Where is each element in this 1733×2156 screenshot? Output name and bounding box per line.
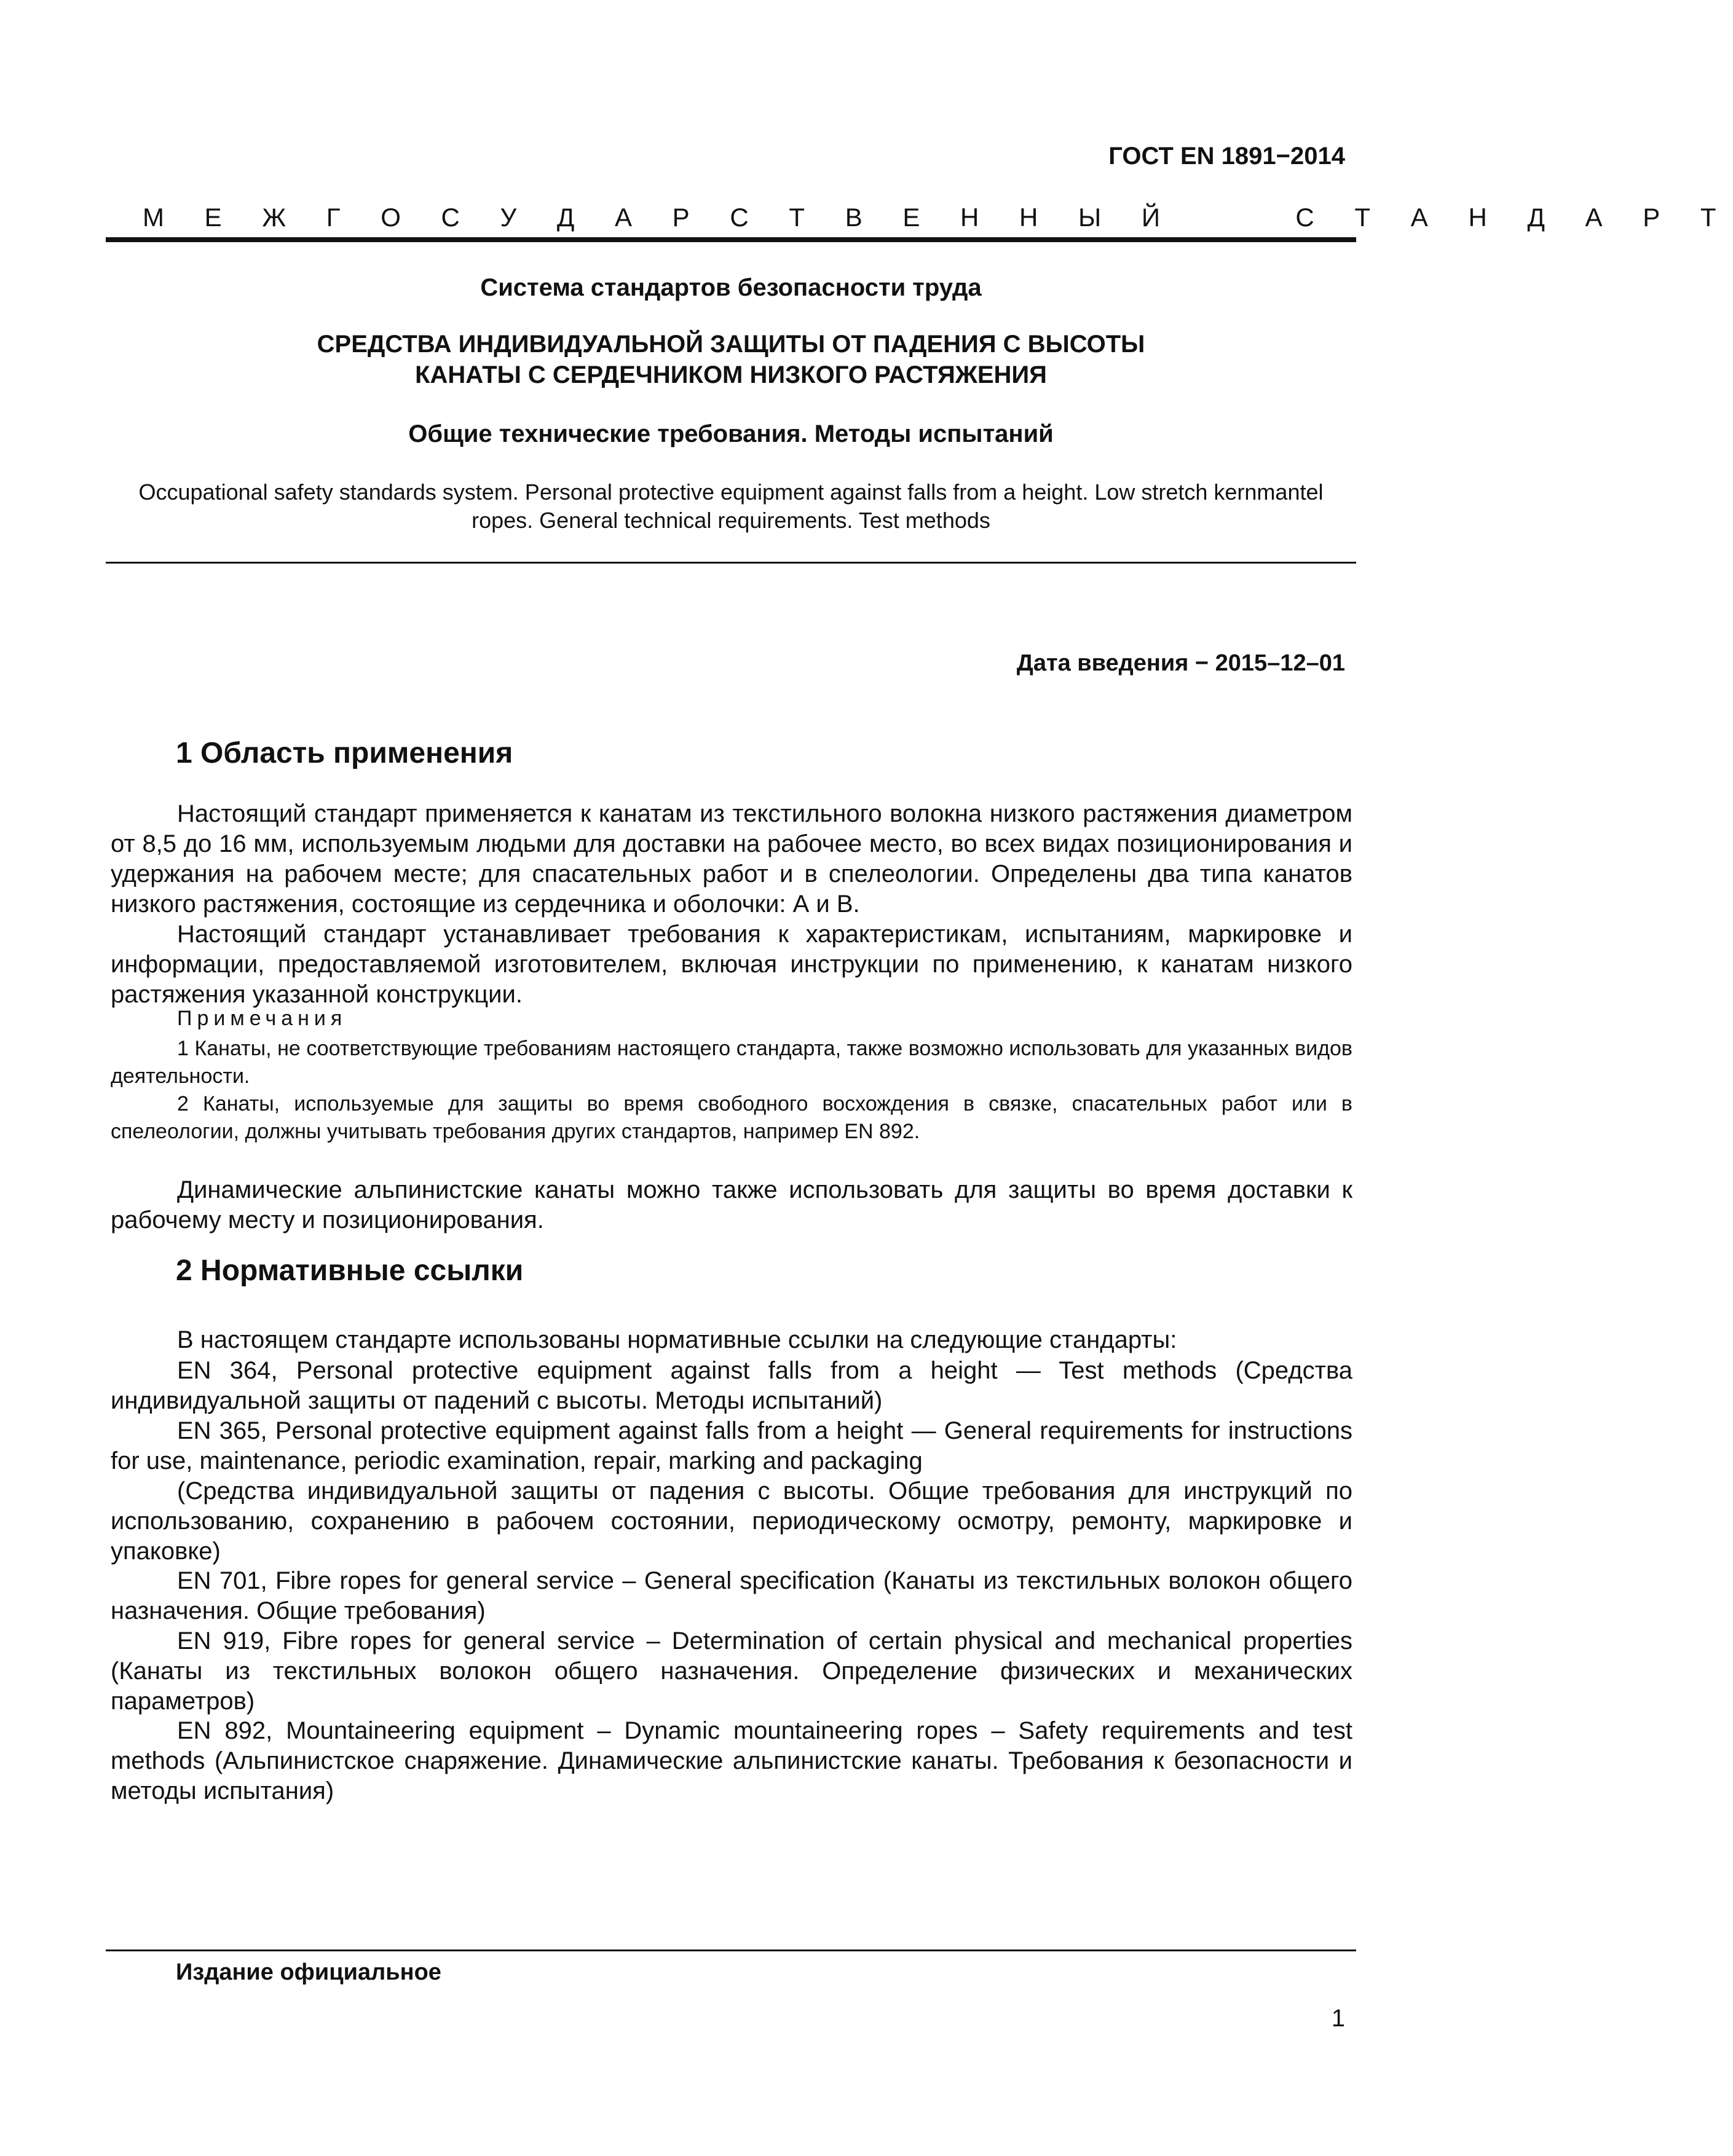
introduction-date: Дата введения − 2015–12–01 [1016, 650, 1345, 676]
reference-en364: EN 364, Personal protective equipment against falls from a height — Test methods (Средства индивидуальной защиты от падений с высоты. Методы испытаний) [111, 1357, 1352, 1414]
page-number: 1 [1331, 2005, 1345, 2032]
section1-paragraph1: Настоящий стандарт применяется к канатам из текстильного волокна низкого растяжения диаметром от 8,5 до 16 мм, используемым людьми для доставки на рабочее место, во всех видах позиционирования и удержания на рабочем месте; для спасательных работ и в спелеологии. Определены два типа канатов низкого растяжения, состоящие из сердечника и оболочки: А и В. [111, 800, 1352, 918]
standard-number: ГОСТ EN 1891−2014 [1108, 143, 1345, 170]
section2-intro: В настоящем стандарте использованы нормативные ссылки на следующие стандарты: [177, 1326, 1177, 1353]
english-title-line1: Occupational safety standards system. Personal protective equipment against falls from a height. Low stretch kernmantel [138, 479, 1324, 505]
footer-divider [106, 1949, 1356, 1951]
notes-label: Примечания [177, 1007, 347, 1030]
main-title-line2: КАНАТЫ С СЕРДЕЧНИКОМ НИЗКОГО РАСТЯЖЕНИЯ [415, 361, 1047, 388]
header-divider [106, 237, 1356, 242]
subtitle: Общие технические требования. Методы испытаний [408, 420, 1054, 447]
section1-paragraph2: Настоящий стандарт устанавливает требования к характеристикам, испытаниям, маркировке и информации, предоставляемой изготовителем, включая инструкции по применению, к канатам низкого растяжения указанной конструкции. [111, 921, 1352, 1008]
reference-en701: EN 701, Fibre ropes for general service – General specification (Канаты из текстильных волокон общего назначения. Общие требования) [111, 1567, 1352, 1624]
note-1: 1 Канаты, не соответствующие требованиям настоящего стандарта, также возможно использовать для указанных видов деятельности. [111, 1037, 1352, 1088]
section1-heading: 1 Область применения [176, 737, 513, 769]
english-title-line2: ropes. General technical requirements. Test methods [472, 508, 990, 533]
section2-heading: 2 Нормативные ссылки [176, 1254, 524, 1287]
section1-paragraph3: Динамические альпинистские канаты можно также использовать для защиты во время доставки к рабочему месту и позиционирования. [111, 1176, 1352, 1233]
standard-category: М Е Ж Г О С У Д А Р С Т В Е Н Н Ы Й С Т А Н Д А Р Т [143, 203, 1733, 232]
note-2: 2 Канаты, используемые для защиты во время свободного восхождения в связке, спасательных работ или в спелеологии, должны учитывать требования других стандартов, например EN 892. [111, 1092, 1352, 1143]
reference-en365-ru: (Средства индивидуальной защиты от падения с высоты. Общие требования для инструкций по использованию, сохранению в рабочем состоянии, периодическому осмотру, ремонту, маркировке и упаковке) [111, 1477, 1352, 1565]
title-divider [106, 562, 1356, 564]
reference-en892: EN 892, Mountaineering equipment – Dynamic mountaineering ropes – Safety requirements and test methods (Альпинистское снаряжение. Динамические альпинистские канаты. Требования к безопасности и методы испытания) [111, 1717, 1352, 1804]
system-title: Система стандартов безопасности труда [480, 274, 982, 301]
reference-en365: EN 365, Personal protective equipment against falls from a height — General requirements for instructions for use, maintenance, periodic examination, repair, marking and packaging [111, 1417, 1352, 1474]
reference-en919: EN 919, Fibre ropes for general service – Determination of certain physical and mechanical properties (Канаты из текстильных волокон общего назначения. Определение физических и механических параметров) [111, 1627, 1352, 1715]
official-edition: Издание официальное [176, 1959, 441, 1985]
main-title-line1: СРЕДСТВА ИНДИВИДУАЛЬНОЙ ЗАЩИТЫ ОТ ПАДЕНИЯ С ВЫСОТЫ [317, 331, 1145, 358]
